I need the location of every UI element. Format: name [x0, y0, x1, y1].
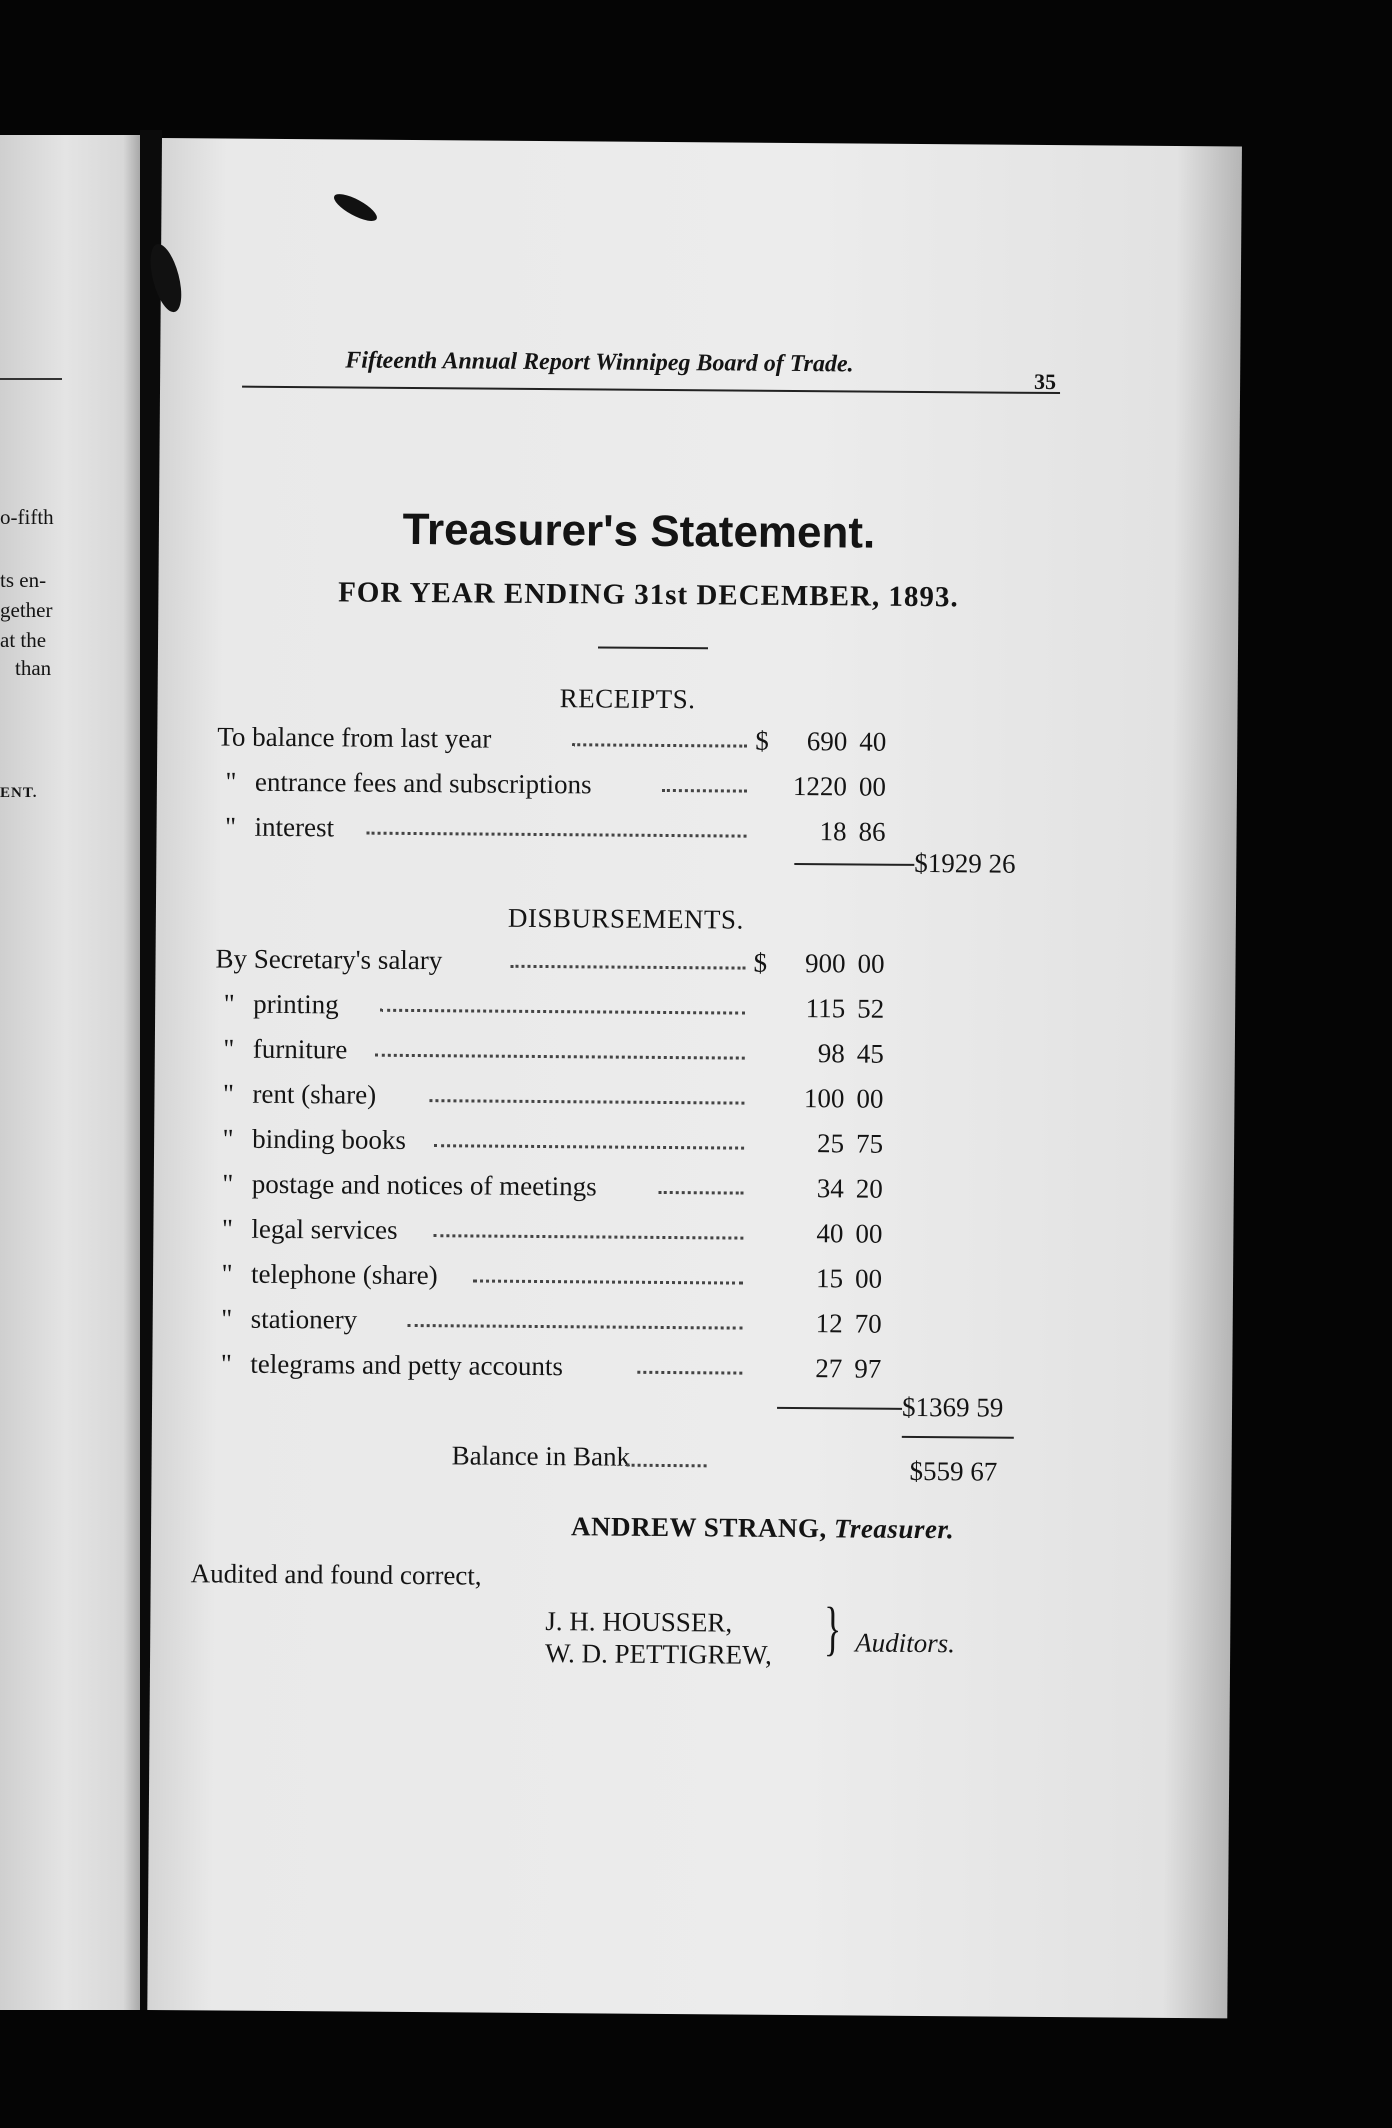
row-prefix: To [217, 721, 246, 752]
ditto-mark: " [222, 1078, 235, 1109]
row-label: stationery [250, 1303, 358, 1335]
row-label: balance from last year [252, 721, 492, 754]
row-label: rent (share) [252, 1078, 377, 1110]
auditors-brace: } [823, 1595, 842, 1662]
amount-dollars: 18 [819, 816, 847, 847]
amount-cents: 00 [854, 1263, 883, 1294]
left-page-line: than [15, 656, 52, 680]
amount-dollars: 100 [803, 1083, 845, 1114]
amount-cents: 20 [855, 1173, 883, 1204]
amount-dollars: 27 [815, 1353, 843, 1384]
balance-rule [902, 1436, 1014, 1439]
leader-dots [429, 1099, 744, 1104]
row-label: telegrams and petty accounts [250, 1348, 564, 1382]
row-label: postage and notices of meetings [251, 1168, 597, 1202]
amount-cents: 97 [854, 1353, 882, 1384]
leader-dots [375, 1054, 745, 1060]
amount-dollars: 900 [804, 948, 846, 979]
disbursements-total-rule [777, 1407, 902, 1410]
disbursements-heading: DISBURSEMENTS. [507, 902, 744, 935]
page-number: 35 [1034, 368, 1057, 395]
leader-dots [367, 832, 747, 838]
left-page-footer-fragment: ENT. [0, 785, 38, 801]
amount-dollars: 115 [805, 993, 846, 1024]
leader-dots [659, 1191, 744, 1195]
amount-cents: 45 [856, 1038, 884, 1069]
amount-cents: 70 [854, 1308, 882, 1339]
ditto-mark: " [225, 766, 237, 797]
amount-cents: 75 [856, 1128, 884, 1159]
leader-dots [637, 1371, 742, 1375]
disbursement-row [215, 943, 915, 988]
disbursement-row [213, 1258, 913, 1303]
auditor-name: J. H. HOUSSER, [545, 1606, 733, 1638]
row-label: entrance fees and subscriptions [254, 766, 592, 800]
header-rule [242, 386, 1060, 394]
row-label: telephone (share) [250, 1258, 438, 1291]
amount-cents: 00 [856, 1083, 884, 1114]
disbursement-row [215, 1033, 915, 1078]
row-label: furniture [252, 1033, 348, 1065]
ditto-mark: " [221, 1258, 233, 1289]
amount-dollars: 25 [817, 1128, 845, 1159]
ditto-mark: " [223, 988, 235, 1019]
amount-cents: 00 [857, 948, 885, 979]
ditto-mark: " [222, 1168, 234, 1199]
disbursement-row [214, 1078, 914, 1123]
left-page-line: ts en- [0, 568, 47, 592]
document-page [147, 138, 1242, 2018]
ditto-mark: " [223, 1033, 235, 1064]
left-page-line: o-fifth [0, 505, 54, 529]
leader-dots [662, 789, 747, 793]
auditors-label: Auditors. [855, 1627, 956, 1659]
ditto-mark: " [224, 811, 237, 842]
leader-dots [380, 1009, 745, 1015]
ditto-mark: " [221, 1213, 234, 1244]
disbursement-row [213, 1303, 913, 1348]
ink-smudge [331, 189, 381, 226]
row-label: legal services [251, 1213, 398, 1245]
receipts-total: $1929 26 [914, 847, 1016, 879]
receipt-row [216, 811, 916, 856]
amount-cents: 86 [858, 816, 886, 847]
left-page-line: gether [0, 598, 53, 622]
page-title: Treasurer's Statement. [402, 504, 876, 558]
auditor-name: W. D. PETTIGREW, [544, 1638, 772, 1670]
title-rule [598, 646, 708, 649]
running-header: Fifteenth Annual Report Winnipeg Board of Trade. [345, 347, 854, 378]
balance-amount: $559 67 [909, 1455, 998, 1487]
row-label: binding books [252, 1123, 407, 1155]
ditto-mark: " [221, 1303, 233, 1334]
amount-dollars: 1220 [792, 770, 848, 802]
leader-dots [572, 743, 747, 747]
row-label: interest [254, 811, 335, 843]
receipt-row [217, 766, 917, 811]
page-subtitle: FOR YEAR ENDING 31st DECEMBER, 1893. [338, 576, 959, 614]
row-prefix: By [215, 943, 248, 974]
leader-dots [433, 1234, 743, 1239]
disbursement-row [213, 1213, 913, 1258]
amount-cents: 00 [855, 1218, 883, 1249]
receipts-heading: RECEIPTS. [559, 683, 696, 715]
leader-dots [408, 1324, 743, 1330]
leader-dots [434, 1144, 744, 1149]
currency-sign: $ [755, 725, 769, 756]
currency-sign: $ [753, 947, 768, 978]
amount-dollars: 12 [815, 1308, 843, 1339]
audit-statement: Audited and found correct, [190, 1558, 482, 1591]
row-label: printing [253, 988, 339, 1020]
amount-dollars: 40 [816, 1218, 844, 1249]
leader-dots [627, 1464, 707, 1468]
ditto-mark: " [220, 1348, 233, 1379]
disbursement-row [212, 1348, 912, 1393]
disbursement-row [214, 1168, 914, 1213]
amount-cents: 40 [859, 726, 887, 757]
leader-dots [473, 1279, 743, 1284]
amount-dollars: 98 [817, 1038, 845, 1069]
left-page-rule [0, 378, 62, 380]
ditto-mark: " [222, 1123, 234, 1154]
receipt-row [217, 721, 917, 766]
balance-label: Balance in Bank [451, 1440, 631, 1472]
disbursements-total: $1369 59 [901, 1391, 1004, 1423]
amount-dollars: 690 [806, 726, 848, 757]
left-page-fragment [0, 135, 145, 2010]
row-label: Secretary's salary [253, 943, 443, 976]
receipts-total-rule [794, 863, 914, 866]
amount-cents: 52 [857, 993, 885, 1024]
leader-dots [510, 965, 745, 970]
treasurer-name: ANDREW STRANG, [570, 1511, 827, 1544]
treasurer-title: Treasurer. [833, 1513, 955, 1545]
disbursement-row [214, 1123, 914, 1168]
amount-cents: 00 [858, 771, 887, 802]
amount-dollars: 15 [815, 1263, 844, 1294]
amount-dollars: 34 [816, 1173, 844, 1204]
disbursement-row [215, 988, 915, 1033]
left-page-line: at the [0, 628, 47, 652]
treasurer-signature [571, 1511, 954, 1545]
